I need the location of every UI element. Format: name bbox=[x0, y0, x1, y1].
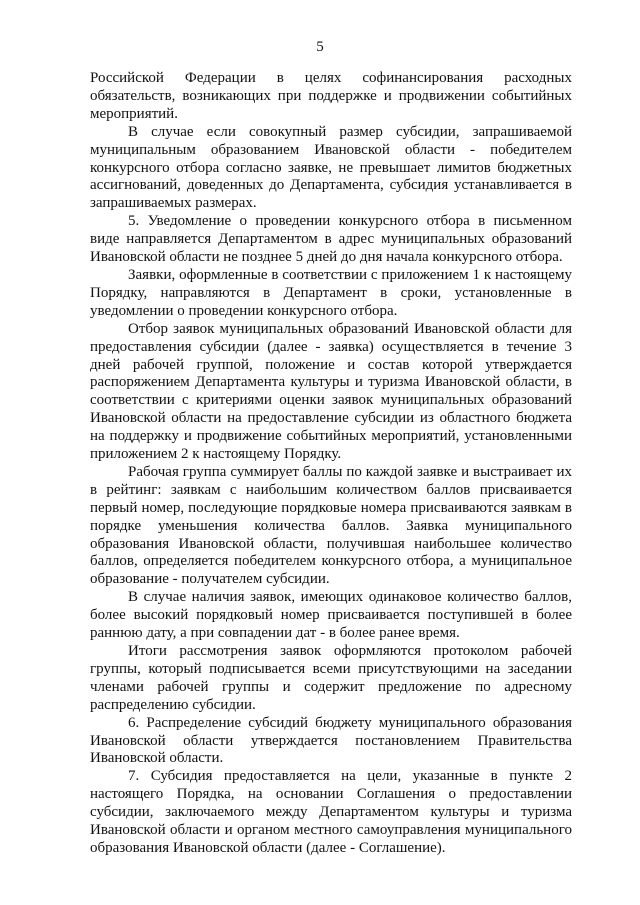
paragraph-3: 5. Уведомление о проведении конкурсного отбора в письменном виде направляется Департаментом в адрес муниципальных образований Ивановской области не позднее 5 дней до дня начала конкурсного отбора. bbox=[90, 213, 572, 266]
page-number: 5 bbox=[316, 39, 324, 55]
paragraph-5: Отбор заявок муниципальных образований Ивановской области для предоставления субсидии (далее - заявка) осуществляется в течение 3 дней рабочей группой, положение и состав которой утверждается распоряжением Департамента культуры и туризма Ивановской области, в соответствии с критериями оценки заявок муниципальных образований Ивановской области на предоставление субсидии из областного бюджета на поддержку и продвижение событийных мероприятий, установленными приложением 2 к настоящему Порядку. bbox=[90, 320, 572, 463]
paragraph-10: 7. Субсидия предоставляется на цели, указанные в пункте 2 настоящего Порядка, на основании Соглашения о предоставлении субсидии, заключаемого между Департаментом культуры и туризма Ивановской области и органом местного самоуправления муниципального образования Ивановской области (далее - Соглашение). bbox=[90, 768, 572, 856]
paragraph-2: В случае если совокупный размер субсидии, запрашиваемой муниципальным образованием Ивановской области - победителем конкурсного отбора согласно заявке, не превышает лимитов бюджетных ассигнований, доведенных до Департамента, субсидия устанавливается в запрашиваемых размерах. bbox=[90, 123, 572, 212]
paragraph-1: Российской Федерации в целях софинансирования расходных обязательств, возникающих при поддержке и продвижении событийных мероприятий. bbox=[90, 70, 572, 122]
paragraph-4: Заявки, оформленные в соответствии с приложением 1 к настоящему Порядку, направляются в Департамент в сроки, установленные в уведомлении о проведении конкурсного отбора. bbox=[90, 266, 572, 319]
paragraph-6: Рабочая группа суммирует баллы по каждой заявке и выстраивает их в рейтинг: заявкам с наибольшим количеством баллов присваивается первый номер, последующие порядковые номера присваиваются заявкам в порядке уменьшения количества баллов. Заявка муниципального образования Ивановской области, получившая наибольшее количество баллов, определяется победителем конкурсного отбора, а муниципальное образование - получателем субсидии. bbox=[90, 463, 572, 588]
paragraph-8: Итоги рассмотрения заявок оформляются протоколом рабочей группы, который подписывается всеми присутствующими на заседании членами рабочей группы и содержит предложение по адресному распределению субсидии. bbox=[90, 643, 572, 713]
paragraph-9: 6. Распределение субсидий бюджету муниципального образования Ивановской области утверждается постановлением Правительства Ивановской области. bbox=[90, 714, 572, 767]
document-body bbox=[90, 70, 572, 858]
paragraph-7: В случае наличия заявок, имеющих одинаковое количество баллов, более высокий порядковый номер присваивается поступившей в более раннюю дату, а при совпадении дат - в более ранее время. bbox=[90, 589, 572, 642]
